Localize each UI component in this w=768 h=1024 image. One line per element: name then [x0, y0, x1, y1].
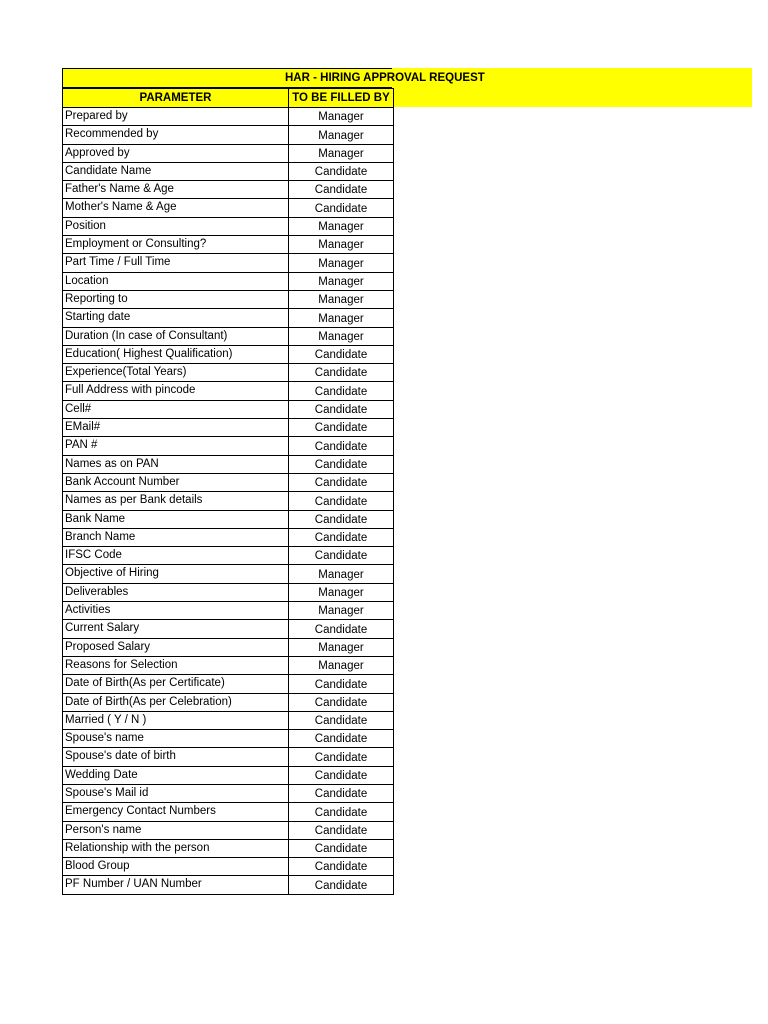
- parameter-cell[interactable]: Education( Highest Qualification): [63, 345, 289, 363]
- filled-by-cell[interactable]: Manager: [289, 236, 394, 254]
- filled-by-cell[interactable]: Candidate: [289, 382, 394, 400]
- header-row: [63, 89, 394, 108]
- parameter-table: [62, 88, 394, 895]
- table-row: [63, 254, 394, 272]
- filled-by-cell[interactable]: Manager: [289, 565, 394, 583]
- table-row: [63, 272, 394, 290]
- parameter-cell[interactable]: Married ( Y / N ): [63, 711, 289, 729]
- parameter-cell[interactable]: Full Address with pincode: [63, 382, 289, 400]
- table-row: [63, 784, 394, 802]
- filled-by-cell[interactable]: Candidate: [289, 473, 394, 491]
- filled-by-cell[interactable]: Manager: [289, 583, 394, 601]
- table-row: [63, 876, 394, 894]
- filled-by-cell[interactable]: Manager: [289, 290, 394, 308]
- filled-by-cell[interactable]: Candidate: [289, 784, 394, 802]
- table-row: [63, 711, 394, 729]
- filled-by-cell[interactable]: Manager: [289, 144, 394, 162]
- filled-by-cell[interactable]: Candidate: [289, 620, 394, 638]
- parameter-cell[interactable]: Bank Account Number: [63, 473, 289, 491]
- parameter-cell[interactable]: Date of Birth(As per Celebration): [63, 693, 289, 711]
- table-row: [63, 547, 394, 565]
- filled-by-header[interactable]: TO BE FILLED BY: [289, 89, 394, 108]
- filled-by-cell[interactable]: Manager: [289, 108, 394, 126]
- parameter-cell[interactable]: Wedding Date: [63, 766, 289, 784]
- filled-by-cell[interactable]: Manager: [289, 656, 394, 674]
- table-row: [63, 290, 394, 308]
- parameter-cell[interactable]: Recommended by: [63, 126, 289, 144]
- table-row: [63, 236, 394, 254]
- parameter-cell[interactable]: Branch Name: [63, 528, 289, 546]
- table-row: [63, 766, 394, 784]
- parameter-cell[interactable]: Cell#: [63, 400, 289, 418]
- filled-by-cell[interactable]: Manager: [289, 309, 394, 327]
- table-row: [63, 602, 394, 620]
- parameter-cell[interactable]: PF Number / UAN Number: [63, 876, 289, 894]
- parameter-cell[interactable]: Experience(Total Years): [63, 364, 289, 382]
- parameter-cell[interactable]: Emergency Contact Numbers: [63, 803, 289, 821]
- table-row: [63, 583, 394, 601]
- parameter-cell[interactable]: Approved by: [63, 144, 289, 162]
- table-row: [63, 437, 394, 455]
- filled-by-cell[interactable]: Candidate: [289, 748, 394, 766]
- table-row: [63, 455, 394, 473]
- table-row: [63, 345, 394, 363]
- parameter-cell[interactable]: Activities: [63, 602, 289, 620]
- parameter-cell[interactable]: Current Salary: [63, 620, 289, 638]
- table-row: [63, 748, 394, 766]
- parameter-cell[interactable]: Location: [63, 272, 289, 290]
- parameter-cell[interactable]: IFSC Code: [63, 547, 289, 565]
- table-row: [63, 327, 394, 345]
- filled-by-cell[interactable]: Manager: [289, 327, 394, 345]
- table-row: [63, 675, 394, 693]
- filled-by-cell[interactable]: Candidate: [289, 199, 394, 217]
- table-row: [63, 108, 394, 126]
- filled-by-cell[interactable]: Candidate: [289, 693, 394, 711]
- parameter-header[interactable]: PARAMETER: [63, 89, 289, 108]
- parameter-cell[interactable]: Mother's Name & Age: [63, 199, 289, 217]
- filled-by-cell[interactable]: Candidate: [289, 803, 394, 821]
- table-row: [63, 730, 394, 748]
- filled-by-cell[interactable]: Candidate: [289, 858, 394, 876]
- sheet-title: HAR - HIRING APPROVAL REQUEST: [285, 72, 485, 84]
- filled-by-cell[interactable]: Candidate: [289, 181, 394, 199]
- parameter-cell[interactable]: Starting date: [63, 309, 289, 327]
- table-row: [63, 162, 394, 180]
- filled-by-cell[interactable]: Candidate: [289, 766, 394, 784]
- filled-by-cell[interactable]: Manager: [289, 602, 394, 620]
- filled-by-cell[interactable]: Candidate: [289, 510, 394, 528]
- filled-by-cell[interactable]: Manager: [289, 126, 394, 144]
- filled-by-cell[interactable]: Manager: [289, 638, 394, 656]
- table-row: [63, 510, 394, 528]
- filled-by-cell[interactable]: Candidate: [289, 821, 394, 839]
- parameter-cell[interactable]: Part Time / Full Time: [63, 254, 289, 272]
- parameter-cell[interactable]: Prepared by: [63, 108, 289, 126]
- table-row: [63, 858, 394, 876]
- table-row: [63, 217, 394, 235]
- parameter-cell[interactable]: Spouse's date of birth: [63, 748, 289, 766]
- filled-by-cell[interactable]: Candidate: [289, 675, 394, 693]
- table-row: [63, 693, 394, 711]
- parameter-cell[interactable]: Date of Birth(As per Certificate): [63, 675, 289, 693]
- table-row: [63, 638, 394, 656]
- parameter-cell[interactable]: PAN #: [63, 437, 289, 455]
- table-row: [63, 199, 394, 217]
- parameter-cell[interactable]: Bank Name: [63, 510, 289, 528]
- parameter-cell[interactable]: Position: [63, 217, 289, 235]
- filled-by-cell[interactable]: Candidate: [289, 492, 394, 510]
- table-row: [63, 473, 394, 491]
- table-body: [63, 108, 394, 895]
- parameter-cell[interactable]: Candidate Name: [63, 162, 289, 180]
- parameter-cell[interactable]: Objective of Hiring: [63, 565, 289, 583]
- parameter-cell[interactable]: Names as on PAN: [63, 455, 289, 473]
- table-row: [63, 656, 394, 674]
- filled-by-cell[interactable]: Manager: [289, 254, 394, 272]
- parameter-cell[interactable]: Father's Name & Age: [63, 181, 289, 199]
- title-cell[interactable]: [62, 68, 485, 88]
- filled-by-cell[interactable]: Candidate: [289, 437, 394, 455]
- parameter-cell[interactable]: Person's name: [63, 821, 289, 839]
- parameter-cell[interactable]: Employment or Consulting?: [63, 236, 289, 254]
- table-row: [63, 309, 394, 327]
- table-row: [63, 620, 394, 638]
- filled-by-cell[interactable]: Candidate: [289, 876, 394, 894]
- table-row: [63, 400, 394, 418]
- table-row: [63, 821, 394, 839]
- filled-by-cell[interactable]: Candidate: [289, 162, 394, 180]
- filled-by-cell[interactable]: Candidate: [289, 419, 394, 437]
- filled-by-cell[interactable]: Candidate: [289, 364, 394, 382]
- filled-by-cell[interactable]: Candidate: [289, 711, 394, 729]
- table-row: [63, 528, 394, 546]
- parameter-cell[interactable]: Spouse's name: [63, 730, 289, 748]
- table-row: [63, 181, 394, 199]
- parameter-cell[interactable]: Reasons for Selection: [63, 656, 289, 674]
- parameter-cell[interactable]: Blood Group: [63, 858, 289, 876]
- table-row: [63, 492, 394, 510]
- parameter-cell[interactable]: Spouse's Mail id: [63, 784, 289, 802]
- filled-by-cell[interactable]: Candidate: [289, 730, 394, 748]
- filled-by-cell[interactable]: Manager: [289, 217, 394, 235]
- filled-by-cell[interactable]: Candidate: [289, 547, 394, 565]
- parameter-cell[interactable]: Relationship with the person: [63, 839, 289, 857]
- table-row: [63, 419, 394, 437]
- filled-by-cell[interactable]: Candidate: [289, 528, 394, 546]
- filled-by-cell[interactable]: Candidate: [289, 839, 394, 857]
- filled-by-cell[interactable]: Candidate: [289, 455, 394, 473]
- table-row: [63, 803, 394, 821]
- parameter-cell[interactable]: Names as per Bank details: [63, 492, 289, 510]
- parameter-cell[interactable]: Duration (In case of Consultant): [63, 327, 289, 345]
- table-row: [63, 839, 394, 857]
- table-row: [63, 126, 394, 144]
- parameter-cell[interactable]: Reporting to: [63, 290, 289, 308]
- table-row: [63, 382, 394, 400]
- filled-by-cell[interactable]: Manager: [289, 272, 394, 290]
- table-row: [63, 144, 394, 162]
- table-row: [63, 565, 394, 583]
- parameter-cell[interactable]: Deliverables: [63, 583, 289, 601]
- filled-by-cell[interactable]: Candidate: [289, 345, 394, 363]
- filled-by-cell[interactable]: Candidate: [289, 400, 394, 418]
- parameter-cell[interactable]: EMail#: [63, 419, 289, 437]
- table-row: [63, 364, 394, 382]
- parameter-cell[interactable]: Proposed Salary: [63, 638, 289, 656]
